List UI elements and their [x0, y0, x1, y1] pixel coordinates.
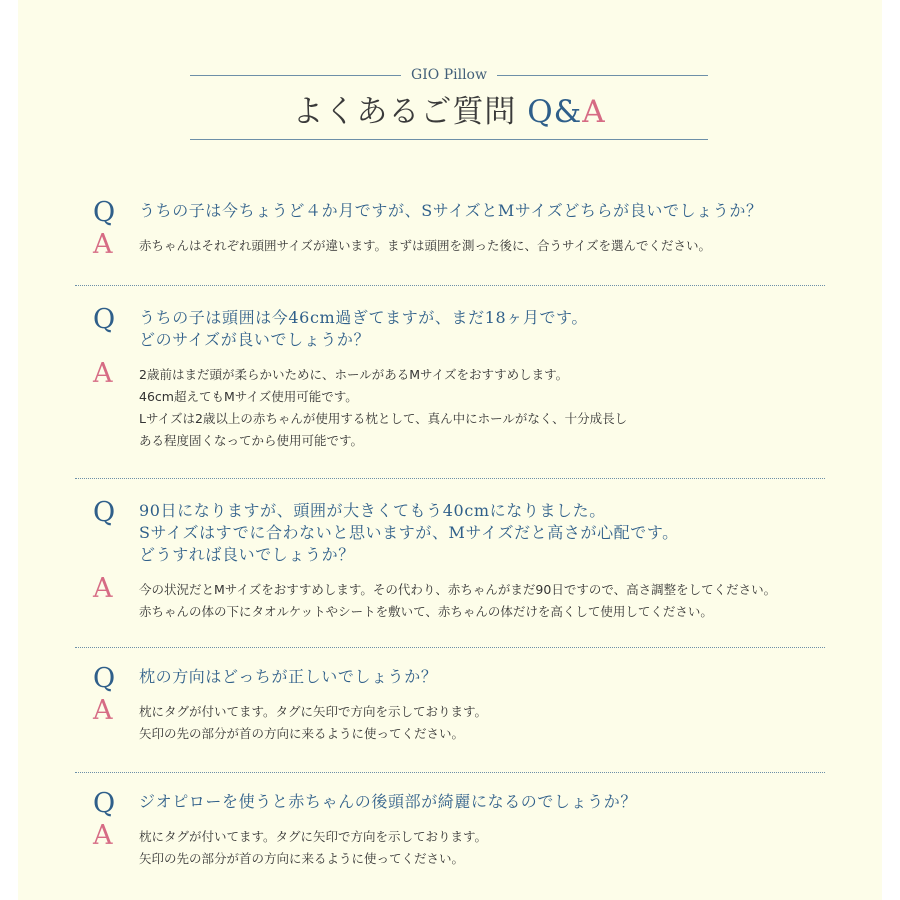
- answer-row: [75, 229, 835, 260]
- question-mark: Q: [93, 788, 116, 819]
- question-mark: Q: [93, 304, 116, 335]
- question-line: 90日になりますが、頭囲が大きくてもう40cmになりました。: [139, 501, 606, 520]
- question-text: [139, 198, 835, 222]
- answer-line: 矢印の先の部分が首の方向に来るように使ってください。: [139, 726, 465, 741]
- answer-line: 矢印の先の部分が首の方向に来るように使ってください。: [139, 851, 465, 866]
- header-bottom-rule: [190, 139, 708, 140]
- answer-line: Lサイズは2歳以上の赤ちゃんが使用する枕として、真ん中にホールがなく、十分成長し: [139, 411, 628, 426]
- answer-mark: A: [93, 229, 113, 260]
- divider: [75, 478, 825, 479]
- header-subtitle: GIO Pillow: [411, 67, 487, 83]
- question-text: [139, 498, 835, 566]
- question-mark: Q: [93, 497, 116, 528]
- answer-text: [139, 821, 835, 870]
- answer-row: [75, 359, 835, 452]
- question-mark: Q: [93, 197, 116, 228]
- answer-line: 枕にタグが付いてます。タグに矢印で方向を示しております。: [139, 704, 488, 719]
- question-row: [75, 498, 835, 566]
- header-right-rule: [497, 75, 708, 76]
- qa-item-5: [75, 789, 835, 870]
- qa-item-4: [75, 664, 835, 745]
- question-row: [75, 305, 835, 351]
- answer-line: 46cm超えてもMサイズ使用可能です。: [139, 389, 358, 404]
- answer-line: 今の状況だとMサイズをおすすめします。その代わり、赤ちゃんがまだ90日ですので、高さ調整をしてください。: [139, 582, 777, 597]
- question-text: [139, 664, 835, 688]
- question-text: [139, 789, 835, 813]
- question-line: どうすれば良いでしょうか？: [139, 545, 355, 564]
- divider: [75, 285, 825, 286]
- answer-text: [139, 696, 835, 745]
- divider: [75, 647, 825, 648]
- question-row: [75, 663, 835, 694]
- question-mark: Q: [93, 663, 116, 694]
- page-title-a: A: [582, 94, 606, 130]
- answer-text: [139, 230, 835, 257]
- qa-item-3: [75, 498, 835, 623]
- answer-text: [139, 359, 835, 452]
- answer-line: 赤ちゃんはそれぞれ頭囲サイズが違います。まずは頭囲を測った後に、合うサイズを選んでください。: [139, 238, 712, 253]
- question-line: 枕の方向はどっちが正しいでしょうか？: [139, 667, 438, 686]
- answer-line: 赤ちゃんの体の下にタオルケットやシートを敷いて、赤ちゃんの体だけを高くして使用してください。: [139, 604, 713, 619]
- header-left-rule: [190, 75, 401, 76]
- answer-line: 枕にタグが付いてます。タグに矢印で方向を示しております。: [139, 829, 488, 844]
- answer-row: [75, 821, 835, 870]
- answer-mark: A: [93, 573, 113, 604]
- question-line: ジオピローを使うと赤ちゃんの後頭部が綺麗になるのでしょうか？: [139, 792, 638, 811]
- header-subtitle-row: [190, 64, 708, 86]
- answer-line: 2歳前はまだ頭が柔らかいために、ホールがあるMサイズをおすすめします。: [139, 367, 569, 382]
- question-text: [139, 305, 835, 351]
- answer-mark: A: [93, 695, 113, 726]
- question-line: どのサイズが良いでしょうか？: [139, 330, 371, 349]
- answer-row: [75, 696, 835, 745]
- answer-row: [75, 574, 835, 623]
- qa-item-2: [75, 305, 835, 452]
- question-row: [75, 197, 835, 228]
- qa-item-1: [75, 197, 835, 260]
- answer-mark: A: [93, 358, 113, 389]
- question-line: うちの子は今ちょうど４か月ですが、SサイズとMサイズどちらが良いでしょうか？: [139, 201, 763, 220]
- answer-line: ある程度固くなってから使用可能です。: [139, 433, 364, 448]
- question-row: [75, 788, 835, 819]
- question-line: うちの子は頭囲は今46cm過ぎてますが、まだ18ヶ月です。: [139, 308, 588, 327]
- page-title: [190, 86, 708, 131]
- page-title-amp: &: [553, 94, 583, 130]
- divider: [75, 772, 825, 773]
- question-line: Sサイズはすでに合わないと思いますが、Mサイズだと高さが心配です。: [139, 523, 679, 542]
- page-title-q: Q: [527, 94, 554, 130]
- answer-text: [139, 574, 835, 623]
- page-title-text: よくあるご質問: [292, 94, 528, 130]
- answer-mark: A: [93, 820, 113, 851]
